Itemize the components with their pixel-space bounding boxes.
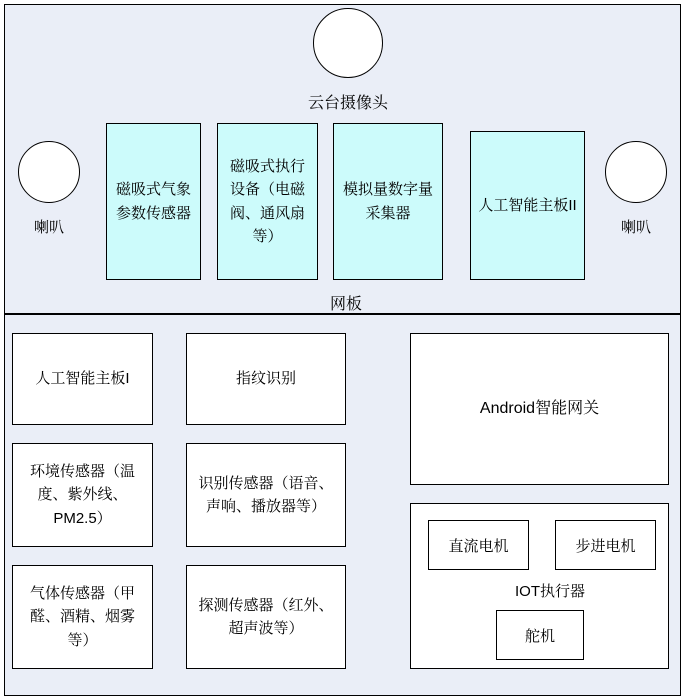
box-android-gateway: Android智能网关 <box>410 333 669 485</box>
box-gas-sensor: 气体传感器（甲醛、酒精、烟雾等） <box>12 565 153 669</box>
box-dc-motor: 直流电机 <box>428 520 529 570</box>
camera-circle <box>313 8 383 78</box>
box-fingerprint-recognition: 指纹识别 <box>186 333 346 425</box>
box-detection-sensor: 探测传感器（红外、超声波等） <box>186 565 346 669</box>
speaker-right-circle <box>605 141 667 203</box>
module-analog-digital-collector: 模拟量数字量采集器 <box>333 123 443 280</box>
speaker-left-circle <box>18 141 80 203</box>
camera-label: 云台摄像头 <box>307 95 388 112</box>
box-stepper-motor: 步进电机 <box>555 520 656 570</box>
module-magnetic-actuator: 磁吸式执行设备（电磁阀、通风扇等） <box>217 123 318 280</box>
module-ai-mainboard-2: 人工智能主板II <box>470 131 585 280</box>
speaker-left-label: 喇叭 <box>33 219 64 236</box>
speaker-right-label: 喇叭 <box>620 219 651 236</box>
box-servo: 舵机 <box>496 610 584 660</box>
box-ai-mainboard-1: 人工智能主板I <box>12 333 153 425</box>
iot-actuator-label: IOT执行器 <box>515 583 585 600</box>
box-environment-sensor: 环境传感器（温度、紫外线、PM2.5） <box>12 443 153 547</box>
box-recognition-sensor: 识别传感器（语音、声响、播放器等） <box>186 443 346 547</box>
module-weather-sensor: 磁吸式气象参数传感器 <box>106 123 201 280</box>
board-label: 网板 <box>329 296 362 313</box>
